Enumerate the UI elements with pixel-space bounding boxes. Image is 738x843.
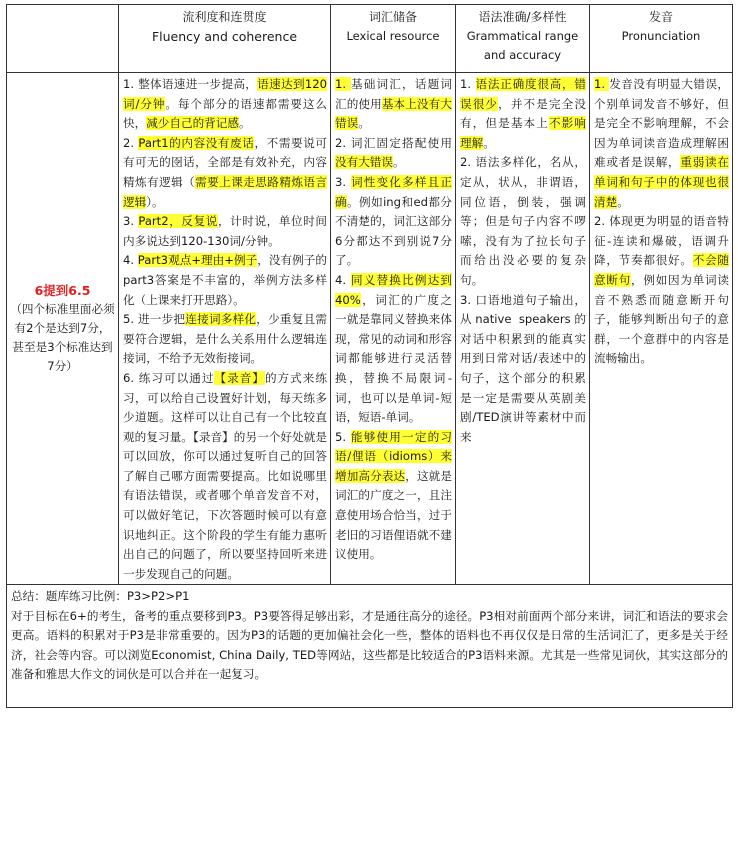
header-pronunciation (590, 5, 733, 73)
highlighted-text: 重弱读在单词和句子中的体现也很清楚 (594, 155, 729, 209)
summary-heading: 总结：题库练习比例：P3>P2>P1 (11, 589, 190, 604)
text-segment: 1. (460, 77, 476, 91)
header-empty-cell (7, 5, 119, 73)
highlighted-text: 1. (335, 77, 351, 91)
fluency-point (123, 310, 327, 369)
scoring-table (6, 4, 733, 708)
header-pron-en: Pronunciation (621, 29, 701, 43)
text-segment: 。 (238, 116, 251, 131)
highlighted-text: 词性变化多样且正确 (335, 174, 452, 209)
text-segment: 2. (123, 135, 139, 150)
text-segment: 3. 口语地道句子输出，从native speakers的对话中积累到的能真实用到日常对话/表述中的句子，这个部分的积累是一定是需要从英剧美剧/TED演讲等素材中而来 (460, 292, 586, 444)
highlighted-text: Part1的内容没有废话 (138, 135, 255, 150)
fluency-cell (119, 73, 331, 585)
header-fluency-cn: 流利度和连贯度 (182, 10, 267, 24)
text-segment: 4. (123, 253, 138, 268)
fluency-point (123, 369, 327, 585)
level-cell (7, 73, 119, 585)
text-segment: 1. 整体语速进一步提高， (123, 77, 258, 91)
pronunciation-point (594, 75, 729, 212)
text-segment: ，没有例子的part3答案是不丰富的，举例方法多样化（上课来打开思路）。 (123, 253, 327, 307)
text-segment: ，词汇的广度之一就是靠同义替换来体现，常见的动词和形容词都能够进行灵活替换，替换不局限词-词，也可以是单词-短语，短语-单词。 (335, 292, 452, 425)
grammar-cell (456, 73, 590, 585)
highlighted-text: 连接词多样化 (185, 312, 257, 327)
summary-cell (7, 585, 733, 708)
header-grammar-en: Grammatical range and accuracy (466, 29, 579, 62)
text-segment: ，计时说，单位时间内多说达到120-130词/分钟。 (123, 214, 327, 248)
header-lexical (331, 5, 456, 73)
highlighted-text: 同义替换比例达到40% (335, 272, 452, 307)
level-note: （四个标准里面必须有2个是达到7分，甚至是3个标准达到7分） (10, 302, 115, 374)
fluency-point (123, 251, 327, 310)
highlighted-text: 没有大错误 (335, 155, 393, 170)
header-lexical-cn: 词汇储备 (368, 10, 417, 24)
text-segment: 。 (392, 155, 405, 170)
highlighted-text: 基本上没有大错误 (335, 96, 452, 131)
text-segment: 5. 进一步把 (123, 312, 186, 327)
highlighted-text: 1. (594, 77, 610, 91)
text-segment: 6. 练习可以通过 (123, 370, 215, 385)
header-lexical-en: Lexical resource (346, 29, 440, 43)
highlighted-text: 不会随意断句 (594, 253, 729, 287)
text-segment: ，不需要说可有可无的囹话，全部是有效补充，内容精炼有逻辑（ (123, 135, 327, 189)
text-segment: 5. (335, 429, 351, 444)
highlighted-text: 需要上课走思路精炼语言逻辑 (123, 174, 327, 209)
fluency-point (123, 134, 327, 212)
highlighted-text: 能够使用一定的习语/俚语（idioms）来增加高分表达 (335, 429, 452, 483)
text-segment: 3. (123, 214, 139, 229)
text-segment: 的方式来练习，可以给自己设置好计划，每天练多少道题。这样可以让自己有一个比较直观的复习量。【录音】的另一个好处就是可以回放，你可以通过复听自己的回答了解自己哪方面需要提高。比如说哪里有语法错误，或者哪个单音发音不对，可以做好笔记，下次答题时候可以有意识地纠正。这个阶段的学生有能力惠听出自己的问题了，所以要坚持回听来进一步发现自己的问题。 (123, 370, 327, 581)
text-segment: ）。 (146, 194, 164, 209)
highlighted-text: Part2，反复说 (138, 214, 218, 229)
text-segment: 。每个部分的语速都需要这么快， (123, 96, 327, 131)
text-segment: 。 (617, 194, 629, 209)
grammar-point (460, 291, 586, 448)
text-segment: 基础词汇，话题词汇的使用 (335, 77, 452, 111)
text-segment: 。 (358, 116, 370, 131)
summary-row (7, 585, 733, 708)
highlighted-text: 不影响理解 (460, 116, 586, 150)
lexical-cell (331, 73, 456, 585)
text-segment: ，少重复且需要符合逻辑，是什么关系用什么逻辑连接词，不给予无效衔接词。 (123, 312, 327, 366)
highlighted-text: 语速达到120词/分钟 (123, 77, 327, 111)
text-segment: 2. 语法多样化，名从，定从，状从，非谓语，同位语，倒装，强调等；但是句子内容不啰嗦，没有为了拉长句子而给出没必要的复杂句。 (460, 155, 586, 287)
header-grammar (456, 5, 590, 73)
pronunciation-cell (590, 73, 733, 585)
highlighted-text: 语法正确度很高，错误很少 (460, 77, 586, 111)
grammar-point (460, 153, 586, 290)
highlighted-text: 减少自己的背记感 (146, 116, 239, 131)
text-segment: 3. (335, 174, 351, 189)
text-segment: 发音没有明显大错误，个别单词发音不够好，但是完全不影响理解，不会因为单词读音造成理解困难或者是误解， (594, 77, 729, 170)
lexical-point (335, 271, 452, 428)
lexical-point (335, 134, 452, 173)
text-segment: ，这就是词汇的广度之一，且注意使用场合恰当，过于老旧的习语俚语就不建议使用。 (335, 468, 452, 562)
fluency-point (123, 75, 327, 134)
highlighted-text: Part3观点+理由+例子 (137, 253, 258, 268)
text-segment: 4. (335, 272, 351, 287)
level-title: 6提到6.5 (34, 283, 91, 299)
fluency-point (123, 212, 327, 251)
header-pron-cn: 发音 (648, 10, 673, 24)
text-segment: 。例如ing和ed都分不清楚的，词汇这部分6分都达不到别说7分了。 (335, 194, 452, 268)
highlighted-text: 【录音】 (214, 370, 265, 385)
text-segment: 。 (483, 135, 495, 150)
text-segment: ，例如因为单词读音不熟悉而随意断开句子，能够判断出句子的意群，一个意群中的内容是流畅输出。 (594, 272, 729, 366)
pronunciation-point (594, 212, 729, 369)
summary-body: 对于目标在6+的考生，备考的重点要移到P3。P3要答得足够出彩，才是通往高分的途径。P3相对前面两个部分来讲，词汇和语法的要求会更高。语料的积累对于P3是非常重要的。因为P3的话题的更加偏社会化一些，整体的语料也不再仅仅是日常的生活词汇了，更多是关于经济，社会等内容。可以浏览Economist, China Daily, TED等网站，这些都是比较适合的P3语料来源。尤其是一些常见词伙，其实这部分的准备和雅思大作文的词伙是可以合并在一起复习。 (11, 608, 728, 682)
lexical-point (335, 173, 452, 271)
header-fluency (119, 5, 331, 73)
header-grammar-cn: 语法准确/多样性 (478, 10, 567, 24)
text-segment: 2. 体现更为明显的语音特征-连读和爆破，语调升降，节奏都很好。 (594, 214, 729, 268)
header-row (7, 5, 733, 73)
grammar-point (460, 75, 586, 153)
header-fluency-en: Fluency and coherence (151, 29, 298, 44)
criteria-row (7, 73, 733, 585)
lexical-point (335, 75, 452, 134)
lexical-point (335, 428, 452, 565)
text-segment: ，并不是完全没有，但是基本上 (460, 96, 586, 131)
text-segment: 2. 词汇固定搭配使用 (335, 135, 452, 150)
